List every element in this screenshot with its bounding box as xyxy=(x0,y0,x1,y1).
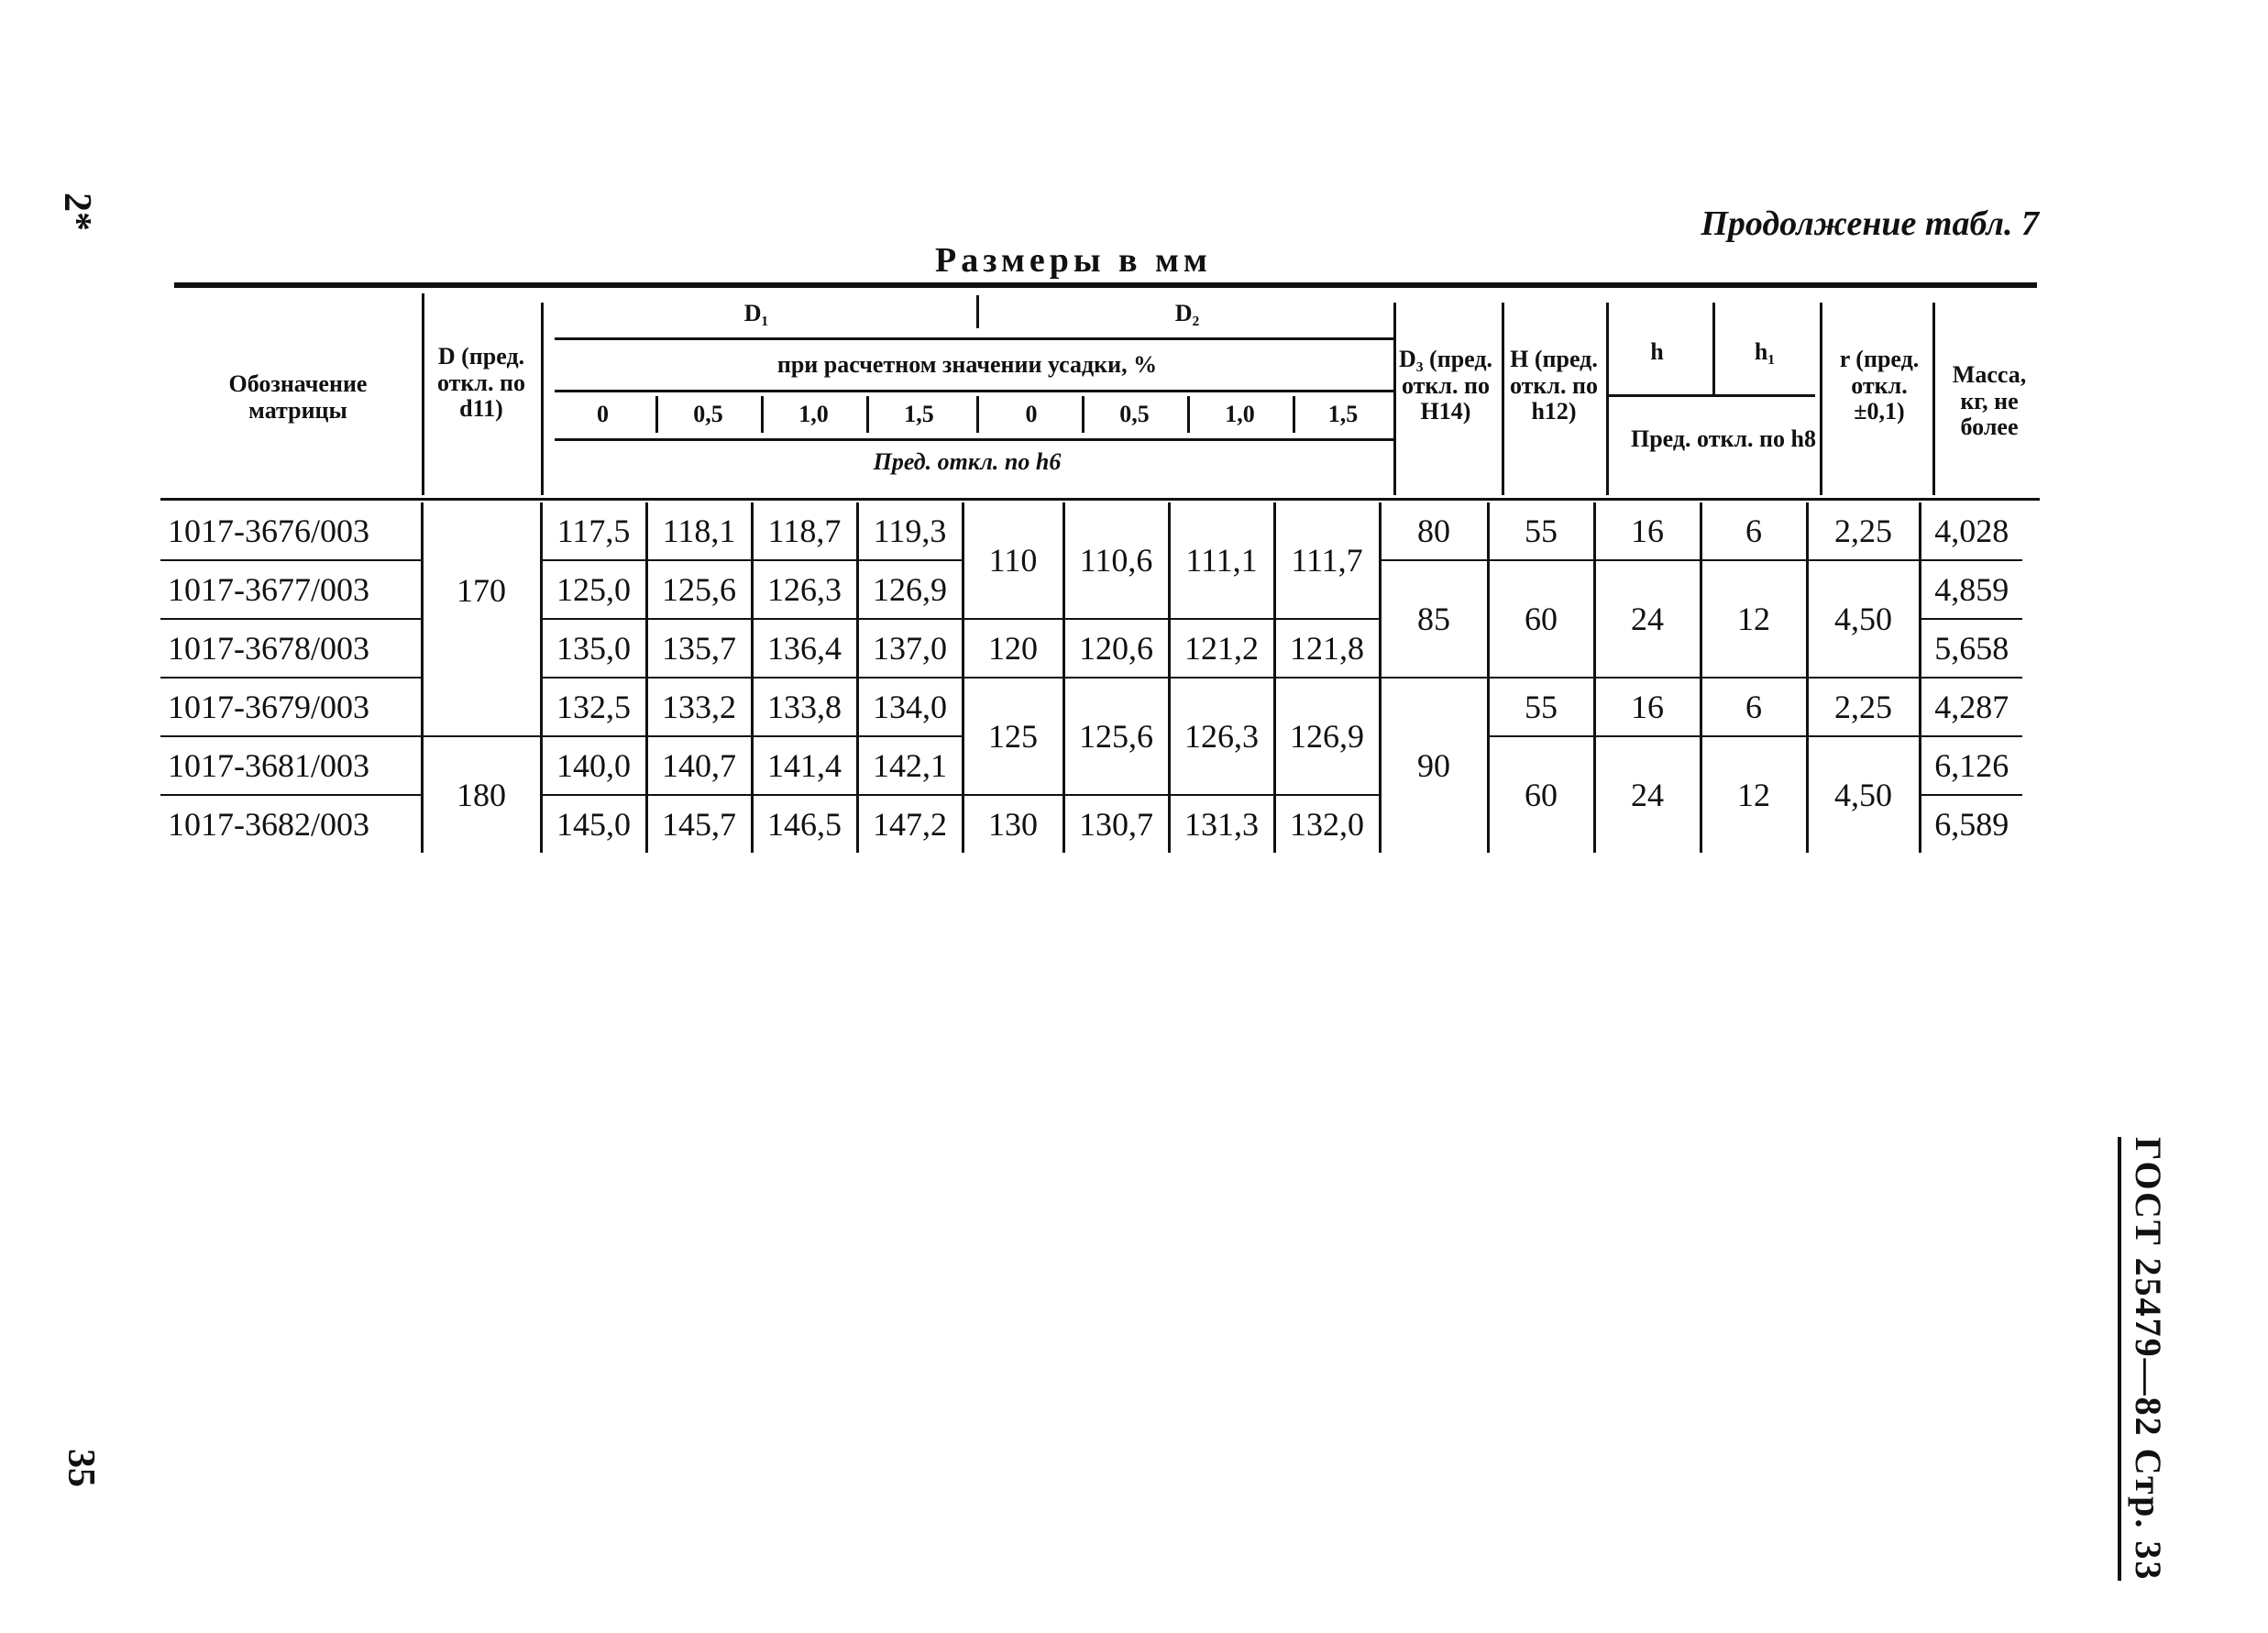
D2-cell: 125 xyxy=(963,678,1063,795)
H-cell: 60 xyxy=(1488,736,1594,853)
h-cell: 24 xyxy=(1594,560,1701,678)
designation-cell: 1017-3679/003 xyxy=(160,678,422,736)
H-cell: 55 xyxy=(1488,502,1594,560)
D1-cell: 145,7 xyxy=(646,795,752,853)
D2-cell: 125,6 xyxy=(1063,678,1169,795)
header-D3: D₃ (пред. откл. по H14) xyxy=(1398,346,1493,425)
D3-cell: 85 xyxy=(1380,560,1488,678)
header-divider xyxy=(1820,303,1822,495)
h1-cell: 6 xyxy=(1701,678,1807,736)
D2-cell: 132,0 xyxy=(1274,795,1380,853)
header-divider xyxy=(1606,303,1609,495)
page-number: 35 xyxy=(60,1449,102,1487)
D1-cell: 142,1 xyxy=(857,736,963,795)
data-table xyxy=(160,502,2022,853)
designation-cell: 1017-3678/003 xyxy=(160,619,422,678)
D1-cell: 146,5 xyxy=(752,795,857,853)
header-divider xyxy=(1187,396,1190,433)
header-divider xyxy=(1082,396,1084,433)
D1-cell: 126,3 xyxy=(752,560,857,619)
D1-cell: 135,0 xyxy=(541,619,646,678)
D2-cell: 120,6 xyxy=(1063,619,1169,678)
header-bottom-rule xyxy=(160,498,2040,501)
header-divider xyxy=(541,303,544,495)
D2-cell: 110 xyxy=(963,502,1063,619)
D2-cell: 130 xyxy=(963,795,1063,853)
r-cell: 2,25 xyxy=(1807,678,1920,736)
h1-cell: 12 xyxy=(1701,560,1807,678)
header-divider xyxy=(1712,303,1715,394)
D1-cell: 140,0 xyxy=(541,736,646,795)
header-divider xyxy=(1393,303,1396,495)
D2-cell: 120 xyxy=(963,619,1063,678)
D1-cell: 147,2 xyxy=(857,795,963,853)
h-cell: 16 xyxy=(1594,502,1701,560)
shrink-value: 1,0 xyxy=(798,401,829,427)
header-divider xyxy=(976,396,979,433)
header-shrink: при расчетном значении усадки, % xyxy=(776,351,1158,378)
header-h1: h₁ xyxy=(1754,338,1776,365)
header-tol-h6: Пред. откл. по h6 xyxy=(873,448,1062,475)
shrink-value: 0 xyxy=(1025,401,1038,427)
D1-cell: 135,7 xyxy=(646,619,752,678)
header-rule xyxy=(555,390,1393,392)
header-D: D (пред. откл. по d11) xyxy=(437,343,525,423)
mass-cell: 4,859 xyxy=(1920,560,2022,619)
D2-cell: 126,3 xyxy=(1169,678,1274,795)
header-divider xyxy=(761,396,764,433)
D2-cell: 121,8 xyxy=(1274,619,1380,678)
mass-cell: 4,028 xyxy=(1920,502,2022,560)
D3-cell: 80 xyxy=(1380,502,1488,560)
shrink-value: 1,5 xyxy=(1327,401,1359,427)
D1-cell: 133,2 xyxy=(646,678,752,736)
designation-cell: 1017-3682/003 xyxy=(160,795,422,853)
D1-cell: 145,0 xyxy=(541,795,646,853)
header-D2: D₂ xyxy=(1174,300,1200,326)
D1-cell: 134,0 xyxy=(857,678,963,736)
shrink-value: 1,5 xyxy=(904,401,934,427)
r-cell: 2,25 xyxy=(1807,502,1920,560)
mass-cell: 6,126 xyxy=(1920,736,2022,795)
shrink-value: 0,5 xyxy=(693,401,723,427)
H-cell: 60 xyxy=(1488,560,1594,678)
r-cell: 4,50 xyxy=(1807,560,1920,678)
standard-code: ГОСТ 25479—82 Стр. 33 xyxy=(2118,1137,2170,1581)
D-cell: 180 xyxy=(422,736,541,853)
top-rule xyxy=(174,282,2037,288)
D2-cell: 110,6 xyxy=(1063,502,1169,619)
header-rule xyxy=(555,438,1393,441)
shrink-value: 1,0 xyxy=(1225,401,1255,427)
side-mark: 2* xyxy=(56,193,98,231)
D1-cell: 118,7 xyxy=(752,502,857,560)
D2-cell: 126,9 xyxy=(1274,678,1380,795)
D1-cell: 141,4 xyxy=(752,736,857,795)
D2-cell: 130,7 xyxy=(1063,795,1169,853)
D2-cell: 111,1 xyxy=(1169,502,1274,619)
shrink-value: 0,5 xyxy=(1119,401,1150,427)
designation-cell: 1017-3677/003 xyxy=(160,560,422,619)
D1-cell: 137,0 xyxy=(857,619,963,678)
mass-cell: 5,658 xyxy=(1920,619,2022,678)
table-row xyxy=(160,502,2022,560)
D1-cell: 133,8 xyxy=(752,678,857,736)
D2-cell: 111,7 xyxy=(1274,502,1380,619)
D1-cell: 126,9 xyxy=(857,560,963,619)
header-h: h xyxy=(1650,338,1664,365)
header-rule xyxy=(1609,394,1815,397)
D1-cell: 117,5 xyxy=(541,502,646,560)
table-row xyxy=(160,678,2022,736)
header-divider xyxy=(1293,396,1295,433)
header-D1: D₁ xyxy=(743,300,769,326)
r-cell: 4,50 xyxy=(1807,736,1920,853)
header-divider xyxy=(1932,303,1935,495)
D1-cell: 140,7 xyxy=(646,736,752,795)
header-divider xyxy=(655,396,658,433)
header-divider xyxy=(976,295,979,328)
h1-cell: 6 xyxy=(1701,502,1807,560)
header-divider xyxy=(1502,303,1504,495)
dimensions-label: Размеры в мм xyxy=(935,241,1212,280)
header-mass: Масса, кг, не более xyxy=(1952,361,2027,441)
header-rule xyxy=(555,337,1393,340)
D1-cell: 125,0 xyxy=(541,560,646,619)
designation-cell: 1017-3681/003 xyxy=(160,736,422,795)
D1-cell: 125,6 xyxy=(646,560,752,619)
H-cell: 55 xyxy=(1488,678,1594,736)
mass-cell: 4,287 xyxy=(1920,678,2022,736)
D-cell: 170 xyxy=(422,502,541,678)
header-H: H (пред. откл. по h12) xyxy=(1510,346,1598,425)
D2-cell: 121,2 xyxy=(1169,619,1274,678)
h1-cell: 12 xyxy=(1701,736,1807,853)
header-designation: Обозначение матрицы xyxy=(228,370,368,424)
header-divider xyxy=(866,396,869,433)
header-r: r (пред. откл. ±0,1) xyxy=(1839,346,1920,425)
D-cell-blank xyxy=(422,678,541,736)
header-tol-h8: Пред. откл. по h8 xyxy=(1631,425,1816,452)
shrink-value: 0 xyxy=(597,401,609,427)
continuation-label: Продолжение табл. 7 xyxy=(1701,204,2039,243)
D1-cell: 119,3 xyxy=(857,502,963,560)
D1-cell: 118,1 xyxy=(646,502,752,560)
D1-cell: 136,4 xyxy=(752,619,857,678)
mass-cell: 6,589 xyxy=(1920,795,2022,853)
header-divider xyxy=(422,293,424,495)
designation-cell: 1017-3676/003 xyxy=(168,513,369,549)
h-cell: 24 xyxy=(1594,736,1701,853)
D1-cell: 132,5 xyxy=(541,678,646,736)
D2-cell: 131,3 xyxy=(1169,795,1274,853)
h-cell: 16 xyxy=(1594,678,1701,736)
D3-cell: 90 xyxy=(1380,678,1488,853)
